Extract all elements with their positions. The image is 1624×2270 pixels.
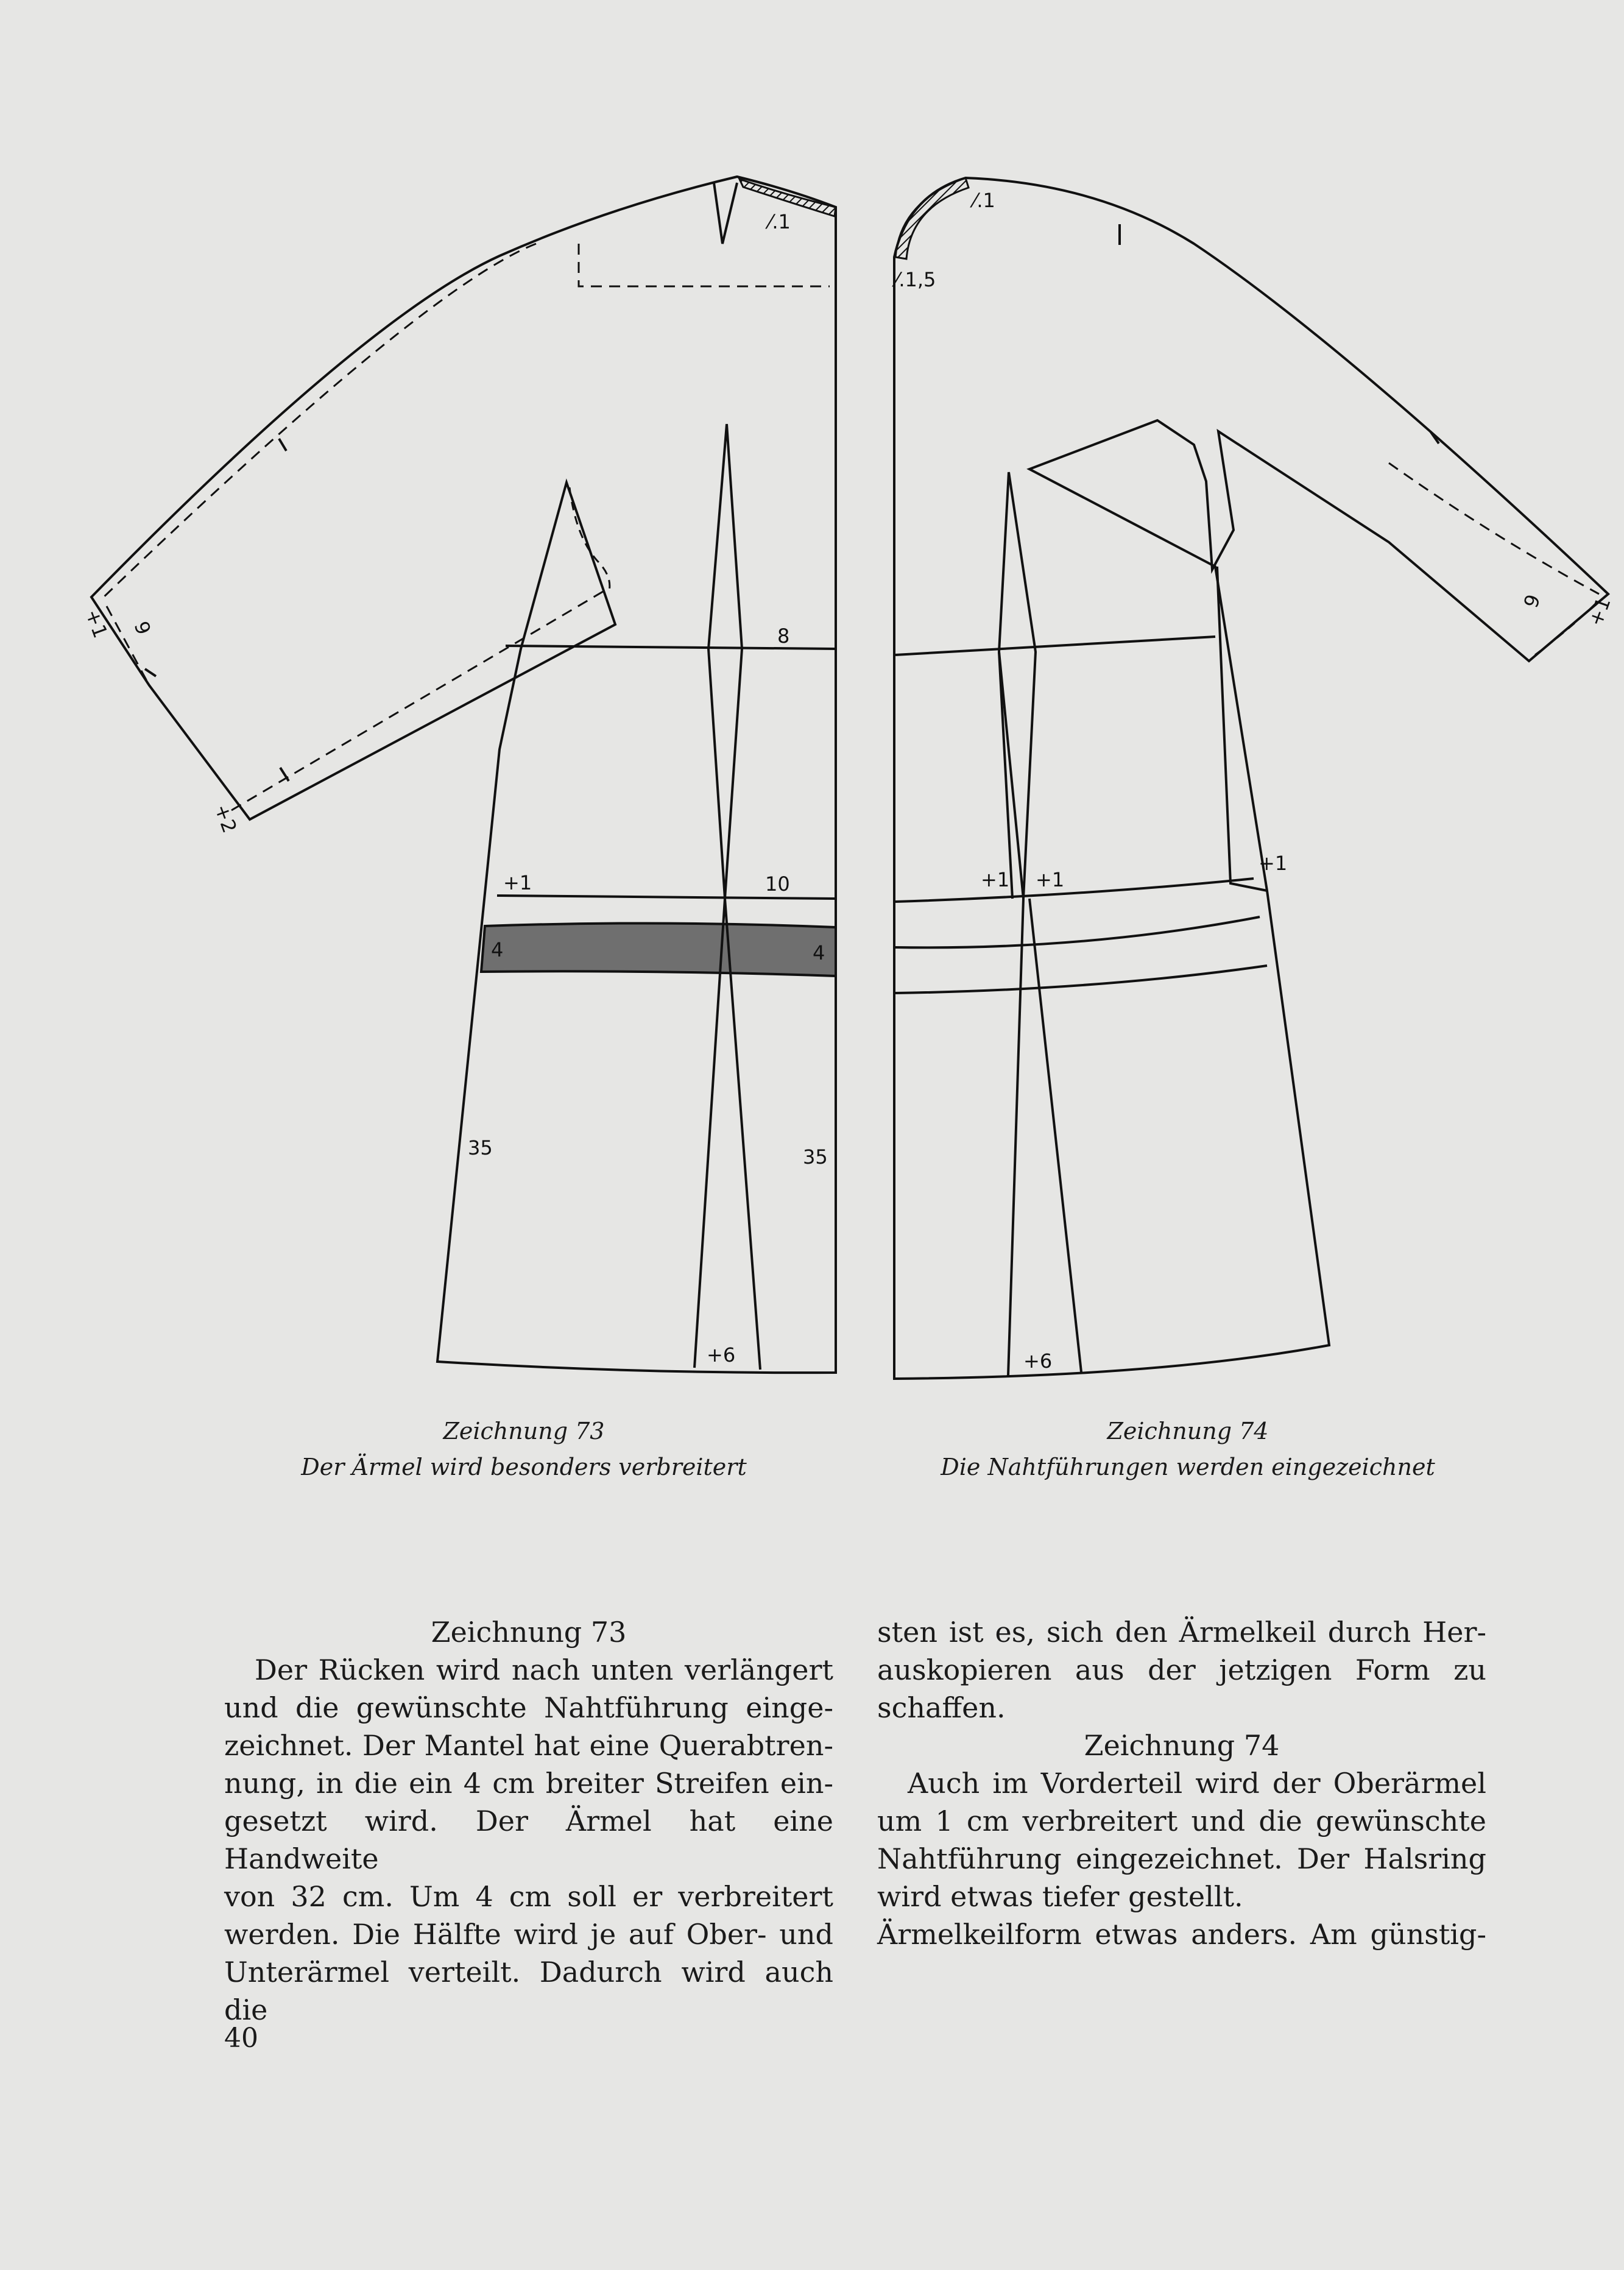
center-dart <box>708 424 742 899</box>
front-band-bottom <box>895 966 1267 993</box>
figure-73-caption <box>280 1413 768 1485</box>
text-column-right <box>877 1613 1486 1953</box>
text-line: schaffen. <box>877 1691 1006 1724</box>
front-neck-hatch <box>895 178 969 259</box>
armhole-dashed <box>570 487 610 591</box>
label-sleeve-top: +1 <box>80 606 113 642</box>
inserted-band <box>481 923 836 976</box>
text-line: Der Rücken wird nach unten verlängert <box>255 1653 833 1686</box>
sleeve-dashed-bottom <box>107 588 609 810</box>
label-sleeve-bottom: +2 <box>210 801 242 836</box>
label-skirt-right: 35 <box>803 1145 828 1169</box>
text-line: auskopieren aus der jetzigen Form zu <box>877 1653 1486 1686</box>
text-line: von 32 cm. Um 4 cm soll er verbreitert <box>224 1880 833 1913</box>
figure-74-labels <box>892 189 1615 1373</box>
waist-line <box>497 896 836 899</box>
figure-73-caption-text: Der Ärmel wird besonders verbreitert <box>301 1453 747 1480</box>
label-neck: ⁄.1 <box>769 210 791 233</box>
text-column-left <box>224 1613 833 2029</box>
sleeve-dashed-top <box>101 244 536 600</box>
text-line: gesetzt wird. Der Ärmel hat eine Handweite <box>224 1805 833 1875</box>
text-line: um 1 cm verbreitert und die gewünschte <box>877 1805 1486 1837</box>
section-heading-73: Zeichnung 73 <box>431 1616 627 1649</box>
label-chest: 8 <box>777 624 790 648</box>
text-line: sten ist es, sich den Ärmelkeil durch Her- <box>877 1616 1486 1649</box>
front-chest-line <box>895 637 1215 655</box>
label-waist-left: +1 <box>503 871 532 894</box>
text-line: Auch im Vorderteil wird der Oberärmel <box>908 1767 1486 1800</box>
text-line: nung, in die ein 4 cm breiter Streifen ein- <box>224 1767 833 1800</box>
front-skirt-seam <box>1008 899 1081 1376</box>
label-front-waist-b: +1 <box>1036 868 1065 891</box>
front-band-top <box>895 917 1260 947</box>
label-skirt-left: 35 <box>468 1136 493 1159</box>
back-outline <box>91 177 836 1373</box>
text-line: Nahtführung eingezeichnet. Der Halsring <box>877 1842 1486 1875</box>
label-neck-top: ⁄.1 <box>973 189 995 212</box>
text-line: und die gewünschte Nahtführung einge- <box>224 1691 833 1724</box>
figure-73-drawing <box>91 177 836 1373</box>
label-sleeve-mid: 9 <box>129 618 156 638</box>
text-line: Ärmelkeilform etwas anders. Am günstig- <box>877 1918 1486 1951</box>
page-number: 40 <box>224 2023 258 2054</box>
label-band-right: 4 <box>813 941 825 964</box>
section-heading-74: Zeichnung 74 <box>1084 1729 1280 1762</box>
figure-73-caption-title: Zeichnung 73 <box>443 1418 605 1444</box>
label-front-waist-a: +1 <box>981 868 1010 891</box>
text-line: zeichnet. Der Mantel hat eine Querabtren- <box>224 1729 833 1762</box>
neck-dart <box>714 183 737 244</box>
front-outline <box>894 178 1608 1379</box>
front-sleeve-dashed <box>1389 463 1599 594</box>
figure-74-drawing <box>894 178 1608 1379</box>
label-front-sleeve-mid: 9 <box>1519 591 1545 611</box>
figure-74-caption-title: Zeichnung 74 <box>1107 1418 1269 1444</box>
label-hem: +6 <box>707 1343 736 1367</box>
front-waist-line <box>895 879 1254 902</box>
figure-74-caption-text: Die Nahtführungen werden eingezeichnet <box>941 1453 1435 1480</box>
yoke-dashed <box>579 244 830 286</box>
text-line: Unterärmel verteilt. Dadurch wird auch die <box>224 1956 833 2026</box>
text-line: wird etwas tiefer gestellt. <box>877 1880 1243 1913</box>
text-line: werden. Die Hälfte wird je auf Ober- und <box>224 1918 833 1951</box>
label-neck-side: ⁄.1,5 <box>895 268 936 291</box>
figure-74-caption <box>902 1413 1474 1485</box>
label-waist: 10 <box>765 872 790 896</box>
label-front-waist-right: +1 <box>1259 852 1288 875</box>
label-band-left: 4 <box>491 938 504 961</box>
label-front-hem: +6 <box>1023 1349 1053 1373</box>
label-front-sleeve-end: +1 <box>1583 594 1615 629</box>
front-dart <box>999 472 1036 899</box>
